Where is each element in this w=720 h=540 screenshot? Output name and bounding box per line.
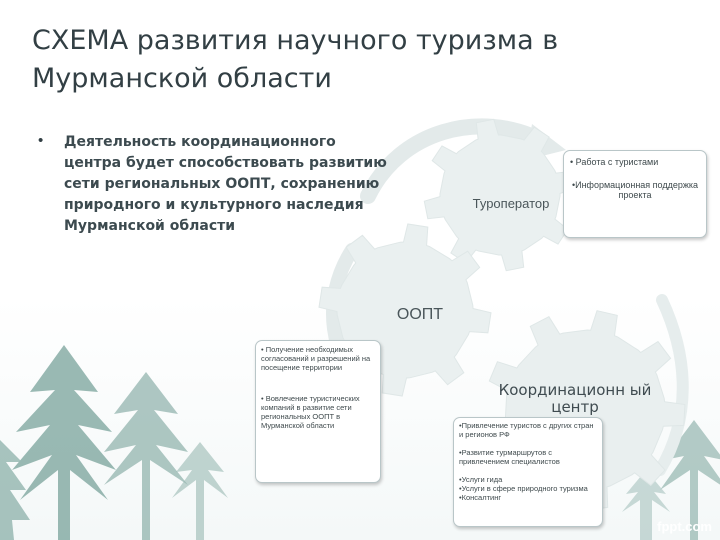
- slide-title: СХЕМА развития научного туризма в Мурманской области: [32, 25, 559, 94]
- trees-left-decoration: [0, 345, 228, 540]
- watermark: fppt.com: [657, 519, 712, 534]
- callout-item: • Работа с туристами: [570, 157, 659, 167]
- body-text: Деятельность координационного центра будет способствовать развитию сети региональных ООПТ, сохранению природного и культурного наследия Мурманской области: [64, 134, 387, 234]
- tour-operator-label: Туроператор: [472, 196, 550, 211]
- callout-item: •Информационная поддержка проекта: [571, 180, 699, 200]
- coordination-center-callout: [453, 417, 603, 527]
- oopt-label: ООПТ: [396, 306, 444, 323]
- callout-item: • Вовлечение туристических компаний в развитие сети региональных ООПТ в Мурманской области: [261, 394, 360, 430]
- callout-item: • Получение необходимых согласований и разрешений на посещение территории: [261, 345, 371, 372]
- callout-item: •Услуги гида •Услуги в сфере природного туризма •Консалтинг: [459, 475, 588, 502]
- tour-operator-callout: [563, 150, 707, 238]
- bullet-marker: •: [38, 132, 44, 149]
- callout-item: •Привлечение туристов с других стран и регионов РФ: [459, 421, 594, 439]
- callout-item: •Развитие турмаршрутов с привлечением специалистов: [459, 448, 560, 466]
- coordination-center-label: Координационн ый центр: [498, 381, 652, 416]
- oopt-callout: [255, 340, 381, 483]
